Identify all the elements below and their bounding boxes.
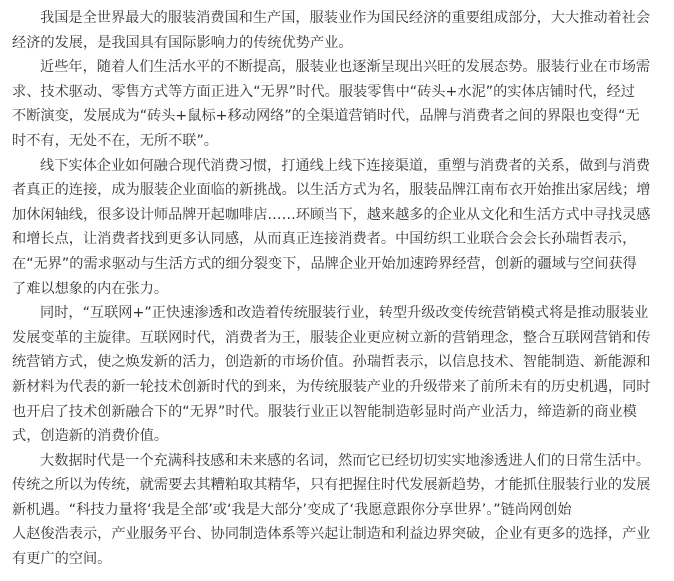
text-line: 时不有，无处不在，无所不联”。 <box>12 132 218 149</box>
paragraph-3 <box>12 154 660 302</box>
text-line: 和增长点，让消费者找到更多认同感，从而真正连接消费者。中国纺织工业联合会会长孙瑞哲表示， <box>12 231 637 248</box>
text-line: 传统之所以为传统，就需要去其糟粕取其精华，只有把握住时代发展新趋势，才能抓住服装行业的发展 <box>12 477 651 494</box>
text-line: 我国是全世界最大的服装消费国和生产国，服装业作为国民经济的重要组成部分，大大推动着社会 <box>40 10 651 26</box>
article-body <box>12 6 660 572</box>
text-line: 求、技术驱动、零售方式等方面正进入“无界”时代。服装零售中“砖头+水泥”的实体店铺时代，经过 <box>12 83 635 100</box>
text-line: 加休闲轴线，很多设计师品牌开起咖啡店……环顾当下，越来越多的企业从文化和生活方式中寻找灵感 <box>12 206 651 223</box>
text-line: 经济的发展，是我国具有国际影响力的传统优势产业。 <box>12 34 353 51</box>
text-line: 大数据时代是一个充满科技感和未来感的名词，然而它已经切切实实地渗透进人们的日常生活中。 <box>40 452 651 469</box>
text-line: 有更广的空间。 <box>12 551 112 568</box>
text-line: 了难以想象的内在张力。 <box>12 280 169 297</box>
paragraph-4 <box>12 301 660 449</box>
paragraph-1 <box>12 6 660 55</box>
text-line: 统营销方式，使之焕发新的活力，创造新的市场价值。孙瑞哲表示，以信息技术、智能制造、新能源和 <box>12 354 651 371</box>
text-line: 发展变革的主旋律。互联网时代，消费者为王，服装企业更应树立新的营销理念，整合互联网营销和传 <box>12 329 651 346</box>
text-line: 近些年，随着人们生活水平的不断提高，服装业也逐渐呈现出兴旺的发展态势。服装行业在市场需 <box>40 59 651 76</box>
text-line: 线下实体企业如何融合现代消费习惯，打通线上线下连接渠道，重塑与消费者的关系，做到与消费 <box>40 157 651 174</box>
text-line: 人赵俊浩表示，产业服务平台、协同制造体系等兴起让制造和利益边界突破，企业有更多的选择，产业 <box>12 526 651 543</box>
text-line: 新材料为代表的新一轮技术创新时代的到来，为传统服装产业的升级带来了前所未有的历史机遇，同时 <box>12 378 651 395</box>
text-line: 者真正的连接，成为服装企业面临的新挑战。以生活方式为名，服装品牌江南布衣开始推出家居线；增 <box>12 182 651 199</box>
text-line: 新机遇。“科技力量将‘我是全部’或‘我是大部分’变成了‘我愿意跟你分享世界’。”链尚网创始 <box>12 501 572 518</box>
text-line: 同时，“互联网+”正快速渗透和改造着传统服装行业，转型升级改变传统营销模式将是推动服装业 <box>40 305 649 322</box>
text-line: 也开启了技术创新融合下的“无界”时代。服装行业正以智能制造彰显时尚产业活力，缔造新的商业模 <box>12 403 637 420</box>
text-line: 在“无界”的需求驱动与生活方式的细分裂变下，品牌企业开始加速跨界经营，创新的疆域与空间获得 <box>12 255 637 272</box>
paragraph-2 <box>12 55 660 153</box>
paragraph-5 <box>12 449 660 572</box>
text-line: 式，创造新的消费价值。 <box>12 428 169 445</box>
text-line: 不断演变，发展成为“砖头+鼠标+移动网络”的全渠道营销时代，品牌与消费者之间的界限也变得“无 <box>12 108 640 125</box>
